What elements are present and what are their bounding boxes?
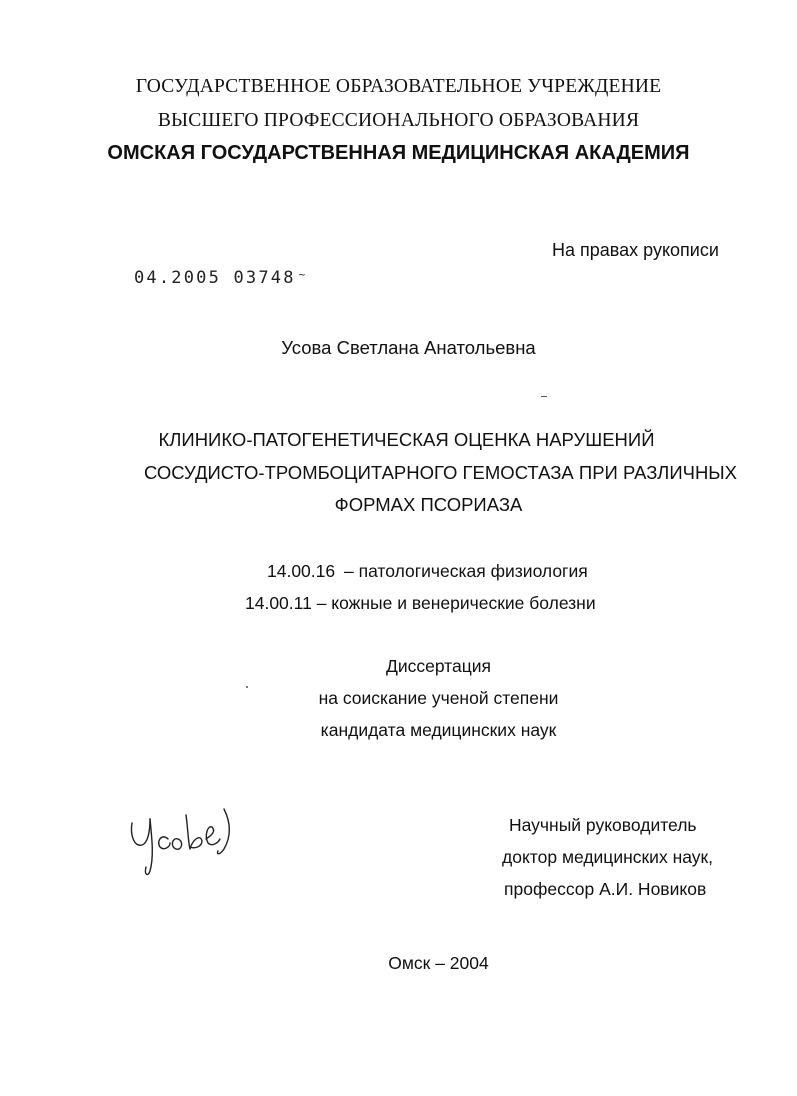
title-line-3: ФОРМАХ ПСОРИАЗА [334,494,523,515]
dissertation-line-1: Диссертация [385,656,492,676]
author-name: Усова Светлана Анатольевна [281,337,536,358]
registration-mark: ~ [298,268,308,281]
institution-line-1: ГОСУДАРСТВЕННОЕ ОБРАЗОВАТЕЛЬНОЕ УЧРЕЖДЕНИЕ [135,76,662,97]
signature-stroke [186,815,202,849]
specialty-name: – патологическая физиология [344,561,588,581]
title-line-2: СОСУДИСТО-ТРОМБОЦИТАРНОГО ГЕМОСТАЗА ПРИ РАЗЛИЧНЫХ [143,462,738,483]
title-line-1: КЛИНИКО-ПАТОГЕНЕТИЧЕСКАЯ ОЦЕНКА НАРУШЕНИЙ [158,429,655,450]
signature-stroke [172,839,181,850]
scan-speck [541,396,547,397]
registration-code-text: 04.2005 03748 [134,268,296,288]
registration-code [134,268,307,288]
specialty-1 [267,561,588,582]
specialty-2 [245,593,596,614]
signature-stroke [159,837,170,849]
supervisor-line-1: Научный руководитель [509,815,697,835]
supervisor-line-3: профессор А.И. Новиков [504,879,707,899]
scan-dot [246,686,248,688]
specialty-name: – кожные и венерические болезни [316,593,596,613]
specialty-code: 14.00.11 [245,593,312,613]
author-signature [120,795,250,885]
signature-stroke [131,819,150,845]
city-year: Омск – 2004 [388,953,489,973]
specialty-code: 14.00.16 [267,561,336,581]
institution-name: ОМСКАЯ ГОСУДАРСТВЕННАЯ МЕДИЦИНСКАЯ АКАДЕМИЯ [107,142,690,164]
manuscript-note: На правах рукописи [552,240,719,260]
institution-line-2: ВЫСШЕГО ПРОФЕССИОНАЛЬНОГО ОБРАЗОВАНИЯ [157,110,640,131]
signature-stroke [145,819,152,874]
dissertation-line-2: на соискание ученой степени [318,688,559,708]
signature-stroke [206,827,220,845]
signature-stroke [217,809,229,854]
dissertation-line-3: кандидата медицинских наук [320,720,557,740]
supervisor-line-2: доктор медицинских наук, [502,847,714,867]
